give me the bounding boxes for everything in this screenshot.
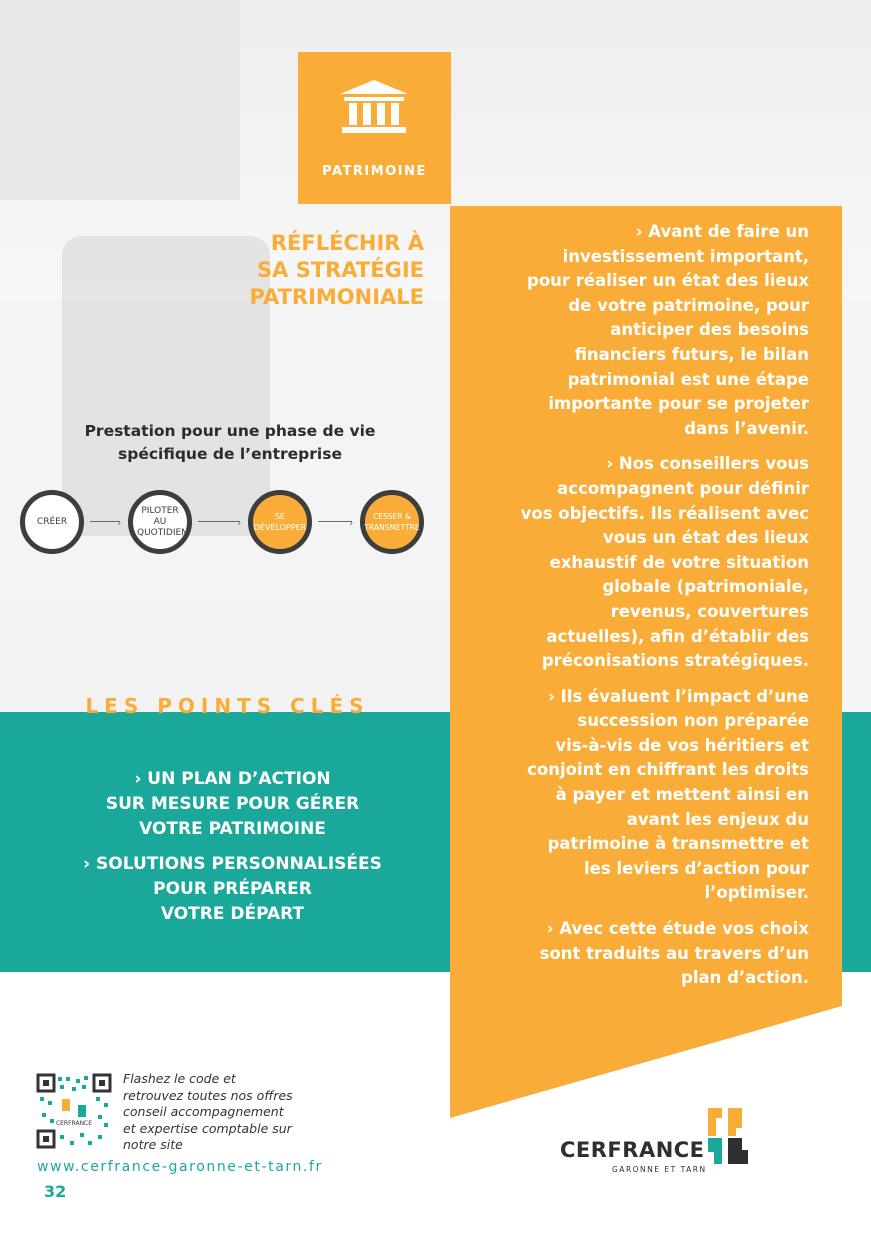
key-point-item xyxy=(0,767,465,842)
text-line: pour réaliser un état des lieux xyxy=(527,271,809,291)
text-line: dans l’avenir. xyxy=(684,418,809,438)
title-line: PATRIMONIALE xyxy=(249,285,424,309)
title-line: RÉFLÉCHIR À xyxy=(270,231,424,255)
description-paragraph xyxy=(439,452,809,673)
phase-circle-creer xyxy=(20,490,84,554)
text-line: › Ils évaluent l’impact d’une xyxy=(548,686,809,706)
text-line: vis-à-vis de vos héritiers et xyxy=(555,735,809,755)
text-line: sont traduits au travers d’un xyxy=(539,943,809,963)
phase-label: CRÉER xyxy=(36,516,68,527)
caption-line: et expertise comptable sur xyxy=(123,1120,292,1136)
text-line: › Avec cette étude vos choix xyxy=(546,919,809,939)
arrow-right-icon: › xyxy=(349,516,354,529)
key-point-line: SUR MESURE POUR GÉRER xyxy=(105,794,360,814)
logo-name: CERFRANCE xyxy=(560,1138,705,1162)
key-point-line: › SOLUTIONS PERSONNALISÉES xyxy=(83,854,382,874)
description-paragraph xyxy=(439,685,809,906)
phase-circle-piloter xyxy=(128,490,192,554)
key-point-line: VOTRE PATRIMOINE xyxy=(139,819,326,839)
prestation-line: Prestation pour une phase de vie xyxy=(84,422,376,440)
text-line: investissement important, xyxy=(562,246,809,266)
text-line: actuelles), afin d’établir des xyxy=(546,626,809,646)
description-paragraph xyxy=(439,220,809,441)
website-link[interactable]: www.cerfrance-garonne-et-tarn.fr xyxy=(37,1159,323,1175)
prestation-line: spécifique de l’entreprise xyxy=(118,445,342,463)
key-points-list xyxy=(0,767,465,937)
caption-line: retrouvez toutes nos offres xyxy=(123,1087,293,1103)
category-label: PATRIMOINE xyxy=(322,164,427,179)
caption-line: conseil accompagnement xyxy=(123,1104,284,1119)
key-point-line: POUR PRÉPARER xyxy=(153,879,312,899)
phase-label: CESSER & TRANSMETTRE xyxy=(364,512,420,532)
caption-line: Flashez le code et xyxy=(123,1071,236,1086)
logo-subtitle: GARONNE ET TARN xyxy=(612,1165,707,1174)
text-line: revenus, couvertures xyxy=(610,601,809,621)
key-points-title: LES POINTS CLÉS xyxy=(85,694,370,718)
key-point-line: › UN PLAN D’ACTION xyxy=(134,769,331,789)
cerfrance-logo xyxy=(560,1106,770,1174)
category-block xyxy=(298,52,451,204)
text-line: › Nos conseillers vous xyxy=(606,454,809,474)
phase-arrow xyxy=(318,521,352,522)
text-line: financiers futurs, le bilan xyxy=(574,344,809,364)
qr-caption xyxy=(123,1071,293,1154)
description-text xyxy=(439,220,809,1002)
text-line: vos objectifs. Ils réalisent avec xyxy=(520,503,809,523)
text-line: plan d’action. xyxy=(681,968,809,988)
text-line: › Avant de faire un xyxy=(635,222,809,241)
qr-code[interactable] xyxy=(36,1073,112,1149)
caption-line: notre site xyxy=(123,1137,183,1152)
bank-building-icon xyxy=(338,78,410,136)
page-number: 32 xyxy=(44,1182,67,1201)
text-line: importante pour se projeter xyxy=(548,394,809,414)
phase-circle-cesser xyxy=(360,490,424,554)
phase-label: PILOTER AU QUOTIDIEN xyxy=(137,505,188,538)
prestation-text xyxy=(40,420,420,466)
text-line: de votre patrimoine, pour xyxy=(568,295,809,315)
description-paragraph xyxy=(439,917,809,991)
phase-arrow xyxy=(90,521,120,522)
text-line: préconisations stratégiques. xyxy=(541,651,809,671)
page-title xyxy=(249,230,424,311)
text-line: à payer et mettent ainsi en xyxy=(555,785,809,805)
phase-arrow xyxy=(198,521,240,522)
text-line: succession non préparée xyxy=(577,711,809,731)
key-point-line: VOTRE DÉPART xyxy=(160,904,305,924)
key-point-item xyxy=(0,852,465,927)
qr-logo-text: CERFRANCE xyxy=(55,1120,93,1127)
text-line: avant les enjeux du xyxy=(626,809,809,829)
phase-circle-developper xyxy=(248,490,312,554)
text-line: vous un état des lieux xyxy=(603,528,809,548)
arrow-right-icon: › xyxy=(237,516,242,529)
text-line: accompagnent pour définir xyxy=(557,478,809,498)
text-line: exhaustif de votre situation xyxy=(549,552,809,572)
text-line: les leviers d’action pour xyxy=(584,858,809,878)
text-line: globale (patrimoniale, xyxy=(602,577,809,597)
text-line: conjoint en chiffrant les droits xyxy=(527,760,809,780)
text-line: anticiper des besoins xyxy=(610,320,809,340)
arrow-right-icon: › xyxy=(117,516,122,529)
text-line: patrimonial est une étape xyxy=(567,369,809,389)
phase-label: SE DÉVELOPPER xyxy=(253,512,307,532)
text-line: l’optimiser. xyxy=(704,883,809,903)
text-line: patrimoine à transmettre et xyxy=(547,834,809,854)
title-line: SA STRATÉGIE xyxy=(257,258,424,282)
cerfrance-faces-icon xyxy=(708,1106,768,1166)
phase-timeline xyxy=(0,485,450,560)
